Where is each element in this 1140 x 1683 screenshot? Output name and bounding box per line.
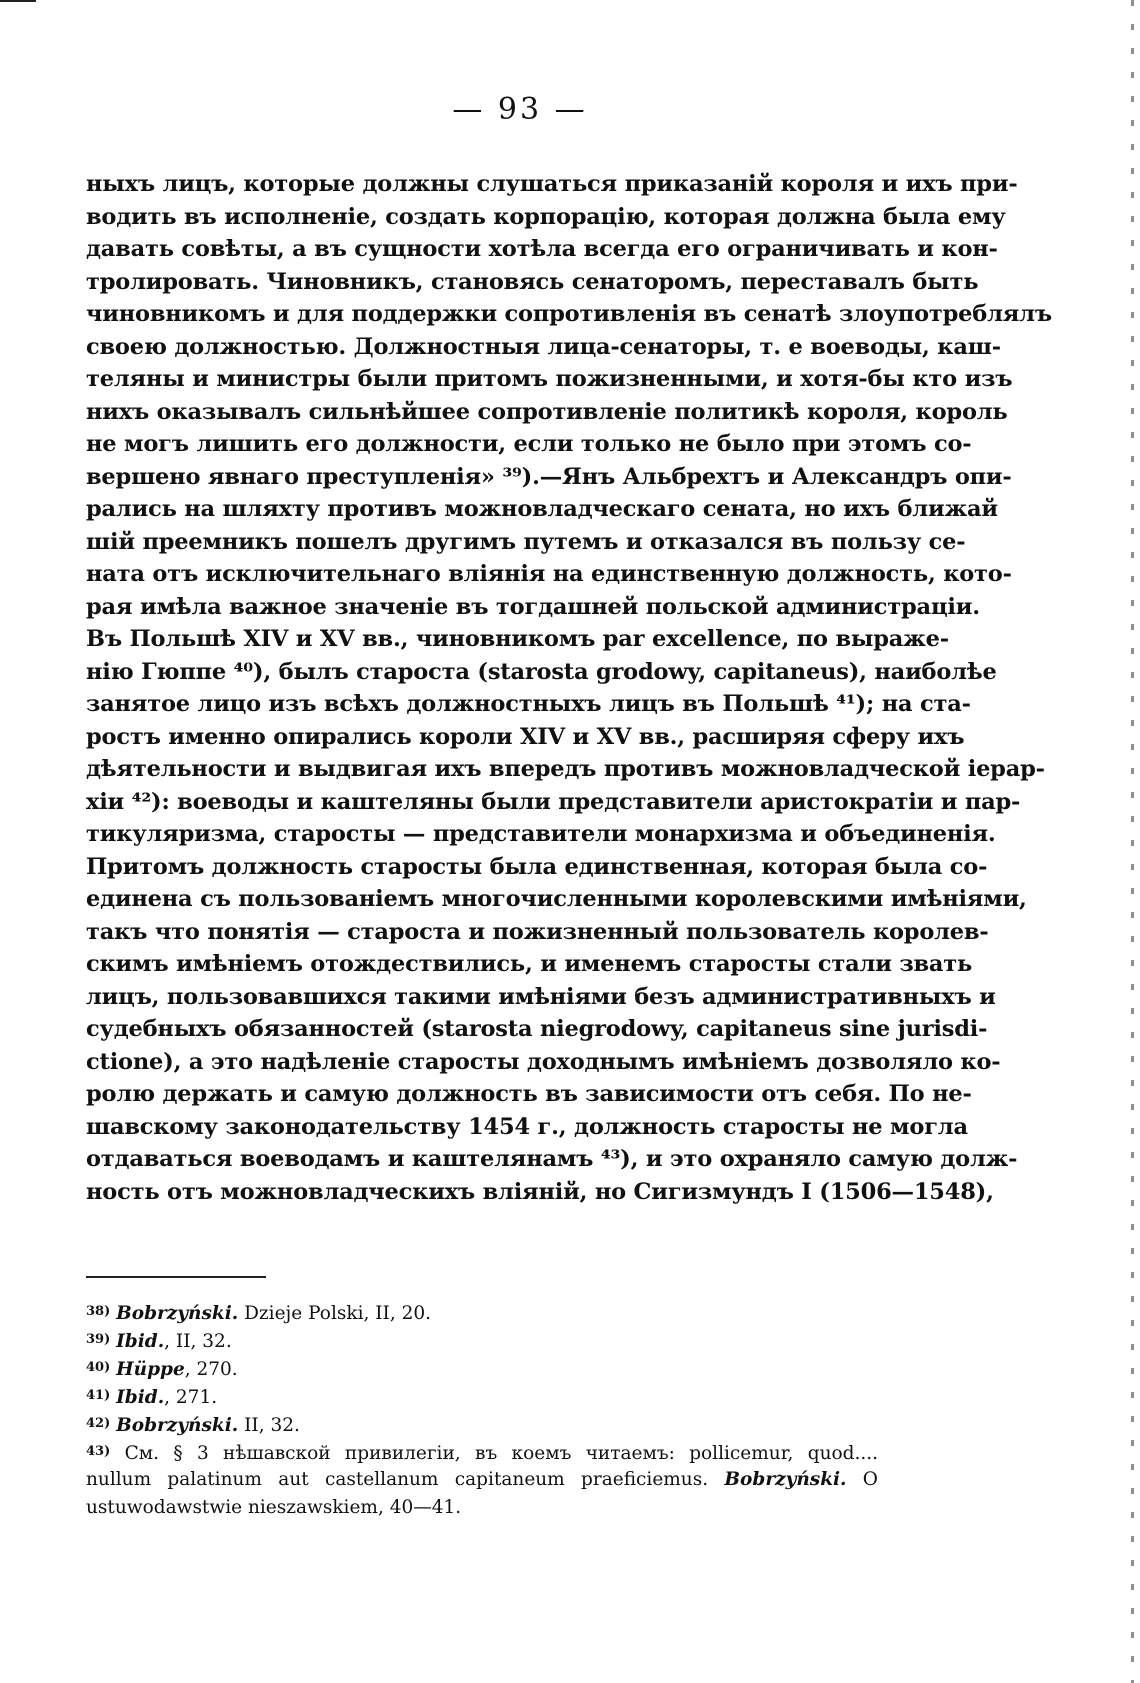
footnote-mark: 38) [86,1304,111,1319]
footnote-38 [86,1298,878,1326]
page-number: — 93 — [452,92,588,127]
footnote-author: Hüppe [116,1359,185,1380]
footnote-mark: 43) [86,1444,111,1459]
body-text [86,168,1052,1208]
body-line: своею должностью. Должностныя лица-сенаторы, т. е воеводы, каш- [86,333,1001,360]
footnote-text: ustuwodawstwie nieszawskiem, 40—41. [86,1497,462,1518]
footnote-divider [86,1276,266,1278]
body-line: Въ Польшѣ XIV и XV вв., чиновникомъ par excellence, по выраже- [86,626,949,652]
body-line: ната отъ исключительнаго вліянія на единственную должность, кото- [86,561,1012,587]
body-line: занятое лицо изъ всѣхъ должностныхъ лицъ въ Польшѣ ⁴¹); на ста- [86,691,971,717]
body-line: тикуляризма, старосты — представители монархизма и объединенія. [86,821,996,847]
footnote-39 [86,1326,878,1354]
footnote-42 [86,1410,878,1438]
footnote-text: II, 32. [238,1415,300,1436]
body-line: водить въ исполненіе, создать корпорацію, которая должна была ему [86,203,1006,230]
body-line: хіи ⁴²): воеводы и каштеляны были представители аристократіи и пар- [86,788,1021,815]
footnote-43-end [86,1494,878,1522]
body-line: Притомъ должность старосты была единственная, которая была со- [86,853,988,880]
body-line: ность отъ можновладческихъ вліяній, но Сигизмундъ I (1506—1548), [86,1178,994,1205]
body-line: рая имѣла важное значеніе въ тогдашней польской администраціи. [86,593,980,620]
footnote-text: См. § 3 нѣшавской привилегіи, въ коемъ читаемъ: pollicemur, quod.... [124,1443,878,1464]
top-rule [0,0,36,2]
footnotes [86,1298,878,1522]
body-line: нію Гюппе ⁴⁰), былъ староста (starosta grodowy, capitaneus), наиболѣе [86,658,997,685]
body-line: давать совѣты, а въ сущности хотѣла всегда его ограничивать и кон- [86,236,998,262]
body-line: не могъ лишить его должности, если только не было при этомъ со- [86,431,972,457]
footnote-mark: 40) [86,1360,111,1375]
footnote-43-continued [86,1466,878,1494]
footnote-author: Bobrzyński. [116,1415,239,1436]
footnote-text: , II, 32. [164,1331,232,1352]
body-line: шавскому законодательству 1454 г., должность старосты не могла [86,1113,968,1140]
footnote-text: , 270. [184,1359,238,1380]
body-line: теляны и министры были притомъ пожизненными, и хотя-бы кто изъ [86,366,1013,392]
footnote-text: O [846,1469,878,1490]
footnote-41 [86,1382,878,1410]
body-line: чиновникомъ и для поддержки сопротивленія въ сенатѣ злоупотреблялъ [86,301,1052,327]
footnote-author: Ibid. [116,1387,165,1408]
scan-edge-marks [1131,0,1134,1683]
footnote-text: Dzieje Polski, II, 20. [238,1303,432,1324]
footnote-text: nullum palatinum aut castellanum capitaneum praeficiemus. [86,1469,709,1490]
body-line: нихъ оказывалъ сильнѣйшее сопротивленіе политикѣ короля, король [86,398,1008,425]
body-line: ctione), а это надѣленіе старосты доходнымъ имѣніемъ дозволяло ко- [86,1048,1001,1075]
body-line: ныхъ лицъ, которые должны слушаться приказаній короля и ихъ при- [86,171,1018,197]
footnote-43 [86,1438,878,1466]
footnote-mark: 42) [86,1416,111,1431]
footnote-author: Bobrzyński. [116,1303,239,1324]
footnote-author: Bobrzyński. [724,1469,847,1490]
footnote-author: Ibid. [116,1331,165,1352]
body-line: рались на шляхту противъ можновладческаго сената, но ихъ ближай [86,496,998,522]
body-line: скимъ имѣніемъ отождествились, и именемъ старосты стали звать [86,951,973,977]
body-line: дѣятельности и выдвигая ихъ впередъ противъ можновладческой іерар- [86,756,1045,782]
body-line: такъ что понятія — староста и пожизненный пользователь королев- [86,918,989,945]
body-line: единена съ пользованіемъ многочисленными королевскими имѣніями, [86,886,1027,912]
body-line: тролировать. Чиновникъ, становясь сенаторомъ, переставалъ быть [86,268,979,295]
body-line: шій преемникъ пошелъ другимъ путемъ и отказался въ пользу се- [86,528,966,555]
body-line: вершено явнаго преступленія» ³⁹).—Янъ Альбрехтъ и Александръ опи- [86,463,1012,490]
footnote-text: , 271. [164,1387,218,1408]
body-line: ролю держать и самую должность въ зависимости отъ себя. По не- [86,1081,972,1107]
body-line: ростъ именно опирались короли XIV и XV вв., расширяя сферу ихъ [86,723,965,750]
footnote-mark: 41) [86,1388,111,1403]
body-line: судебныхъ обязанностей (starosta niegrodowy, capitaneus sine jurisdi- [86,1016,988,1042]
body-line: отдаваться воеводамъ и каштелянамъ ⁴³), и это охраняло самую долж- [86,1146,1018,1172]
footnote-mark: 39) [86,1332,111,1347]
body-line: лицъ, пользовавшихся такими имѣніями безъ административныхъ и [86,983,996,1010]
footnote-40 [86,1354,878,1382]
